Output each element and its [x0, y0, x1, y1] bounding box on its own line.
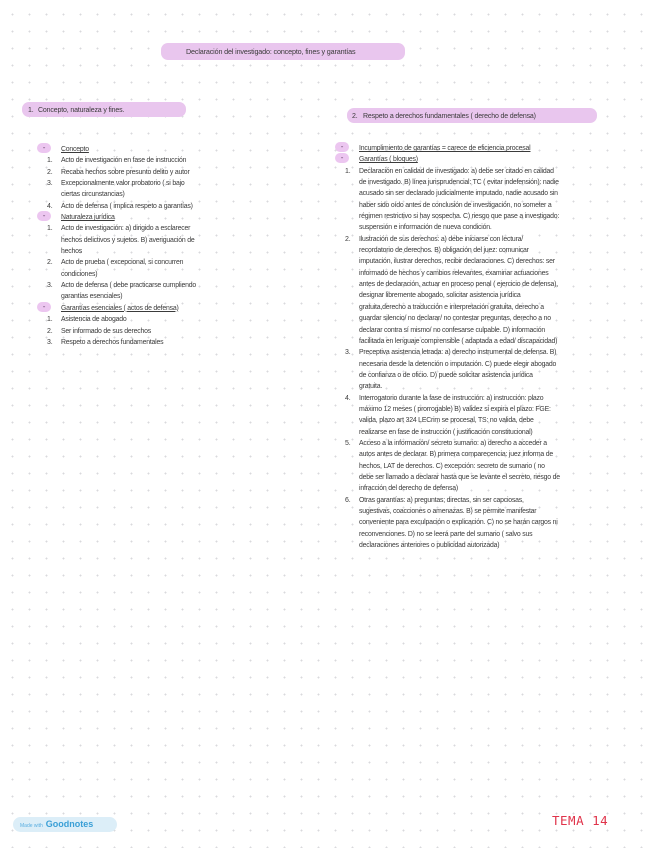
item-number: 3. [345, 349, 351, 357]
item-text: antes de declaración, actuar en proceso penal ( ejercicio de defensa), [359, 281, 558, 289]
continuation-line [359, 359, 560, 370]
item-number: 1. [47, 316, 53, 324]
numbered-item [47, 280, 197, 291]
item-text: gratuita. [359, 383, 383, 391]
continuation-line [359, 483, 560, 494]
continuation-line [359, 302, 560, 313]
numbered-item [47, 178, 196, 189]
item-text: Acto de defensa ( debe practicarse cumpliendo [61, 282, 197, 290]
item-number: 4. [47, 202, 53, 210]
continuation-line [359, 449, 560, 460]
item-text: designar libremente abogado, solicitar asistencia jurídica [359, 292, 521, 300]
item-text: imputación, ilustrar derechos, recibir declaraciones. C) derechos: ser [359, 258, 555, 266]
item-number: 2. [345, 235, 351, 243]
item-number: 2. [47, 168, 53, 176]
numbered-item [345, 347, 560, 358]
continuation-line [359, 211, 560, 222]
bullet-text: Naturaleza jurídica [61, 214, 115, 222]
continuation-line [359, 336, 560, 347]
item-text: realizarse en fase de instrucción ( justificación constitucional) [359, 428, 533, 436]
continuation-line [359, 381, 560, 392]
continuation-line [359, 370, 560, 381]
item-number: 3. [47, 282, 53, 290]
continuation-line [359, 461, 560, 472]
continuation-line [359, 245, 560, 256]
item-text: Acto de defensa ( implica respeto a garantías) [61, 202, 193, 210]
goodnotes-logo [13, 817, 117, 832]
continuation-line [359, 200, 560, 211]
item-text: hechos [61, 248, 83, 256]
continuation-line [359, 325, 560, 336]
item-text: Declaración en calidad de investigado: a) debe ser citado en calidad [359, 167, 554, 175]
bullet-text: Garantías esenciales ( actos de defensa) [61, 304, 179, 312]
logo-small-text: Made with [20, 823, 43, 829]
numbered-item [345, 495, 560, 506]
numbered-item [47, 337, 196, 348]
numbered-item [47, 223, 196, 234]
continuation-line [61, 291, 196, 302]
item-text: hechos, LAT de derechos. C) excepción: secreto de sumario ( no [359, 462, 545, 470]
bullet-item [42, 301, 196, 314]
page-title: Declaración del investigado: concepto, fines y garantías [186, 47, 356, 56]
item-text: Acto de prueba ( excepcional, si concurren [61, 259, 184, 267]
right-heading: Respeto a derechos fundamentales ( derecho de defensa) [363, 113, 536, 120]
item-text: guardar silencio/ no declarar/ no contestar preguntas, derecho a no [359, 315, 551, 323]
item-number: 1. [47, 157, 53, 165]
numbered-item [345, 438, 560, 449]
bullet-item [42, 143, 196, 155]
item-text: recordatorio de derechos. B) obligación del juez: comunicar [359, 247, 529, 255]
numbered-item [345, 166, 560, 177]
numbered-item [47, 155, 196, 166]
item-number: 5. [345, 439, 351, 447]
item-text: Otras garantías: a) preguntas; directas, sin ser capciosas, [359, 496, 524, 504]
continuation-line [359, 506, 560, 517]
bullet-marker: - [335, 153, 349, 163]
item-text: Preceptiva asistencia letrada: a) derecho instrumental de defensa. B) [359, 349, 557, 357]
continuation-line [359, 222, 560, 233]
bullet-marker: - [37, 302, 51, 312]
item-number: 3. [47, 338, 53, 346]
item-text: necesaria desde la detención o imputación. C) puede elegir abogado [359, 360, 557, 368]
bullet-text: Garantías ( bloques) [359, 156, 418, 164]
item-text: conveniente para exculpación o explicación. C) no se harán cargos ni [359, 519, 558, 527]
item-text: haber sido oído antes de conclusión de investigación, no someter a [359, 201, 552, 209]
bullet-marker: - [335, 142, 349, 152]
continuation-line [359, 472, 560, 483]
item-text: suspensión e información de nueva condición. [359, 224, 492, 232]
continuation-line [61, 235, 196, 246]
item-text: sugestivas, coacciones o amenazas. B) se permite manifestar [359, 508, 537, 515]
continuation-line [61, 269, 196, 280]
item-text: valida, plazo art 324 LECrim se procesal, TS: no valida, debe [359, 417, 534, 425]
continuation-line [61, 189, 196, 200]
item-number: 4. [345, 394, 351, 402]
item-text: Interrogatorio durante la fase de instrucción: a) instrucción: plazo [359, 394, 544, 402]
continuation-line [359, 177, 560, 188]
item-text: Acceso a la información/ secreto sumario: a) derecho a acceder a [359, 439, 547, 447]
numbered-item [47, 326, 196, 337]
continuation-line [61, 246, 196, 257]
item-text: máximo 12 meses ( prorrogable) B) validez si expira el plazo: FGE: [359, 405, 551, 413]
item-number: 1. [47, 225, 53, 233]
item-text: Excepcionalmente valor probatorio ( si bajo [61, 180, 185, 188]
item-number: 6. [345, 496, 351, 504]
item-text: Ser informado de sus derechos [61, 327, 151, 335]
item-text: informado de hechos y cambios relevantes, examinar actuaciones [359, 269, 549, 277]
numbered-item [47, 314, 196, 325]
continuation-line [359, 290, 560, 301]
continuation-line [359, 415, 560, 426]
item-text: de confianza o de oficio. D) puede solicitar asistencia jurídica [359, 371, 533, 379]
tema-label: TEMA 14 [552, 813, 609, 828]
bullet-item [340, 153, 560, 165]
item-text: Asistencia de abogado [61, 316, 127, 324]
left-column [42, 143, 197, 348]
item-text: debe ser llamado a declarar hasta que se levante el secreto, riesgo de [359, 473, 560, 481]
item-text: ciertas circunstancias) [61, 191, 125, 199]
continuation-line [359, 279, 560, 290]
bullet-item [42, 211, 196, 223]
item-text: Recaba hechos sobre presunto delito y autor [61, 168, 190, 176]
item-number: 3. [47, 180, 53, 188]
item-text: de investigado. B) línea jurisprudencial: TC ( evitar indefensión): nadie [359, 179, 559, 187]
right-column [340, 142, 560, 551]
item-number: 2. [47, 259, 53, 267]
continuation-line [359, 188, 560, 199]
bullet-item [340, 142, 560, 154]
item-number: 2. [47, 327, 53, 335]
continuation-line [359, 517, 560, 528]
bullet-marker: - [37, 211, 51, 221]
item-text: Acto de investigación: a) dirigido a esclarecer [61, 225, 191, 233]
item-text: hechos delictivos y sujetos. B) averiguación de [61, 236, 195, 244]
numbered-item [47, 167, 196, 178]
bullet-text: Concepto [61, 146, 89, 153]
continuation-line [359, 529, 560, 540]
item-text: facilitada en lenguaje comprensible ( adaptada a edad/ discapacidad) [359, 337, 558, 345]
item-text: Ilustración de sus derechos: a) debe iniciarse con lectura/ [359, 235, 524, 243]
item-text: garantías esenciales) [61, 293, 123, 301]
bullet-text: Incumplimiento de garantías = carece de eficiencia procesal [359, 145, 531, 152]
item-text: Respeto a derechos fundamentales [61, 338, 164, 346]
item-text: régimen restrictivo si hay sospecha. C) riesgo que pase a investigado: [359, 213, 560, 221]
item-text: declaraciones anteriores o publicidad autorizada) [359, 542, 500, 550]
left-heading: Concepto, naturaleza y fines. [38, 107, 125, 114]
continuation-line [359, 256, 560, 267]
item-text: reconvenciones. D) no se leerá parte del sumario ( salvo sus [359, 530, 533, 538]
item-text: autos antes de declarar. B) primera comparecencia: juez informa de [359, 451, 554, 459]
item-text: Acto de investigación en fase de instrucción [61, 157, 187, 165]
continuation-line [359, 268, 560, 279]
item-text: acusado sin ser declarado judicialmente imputado, nadie acusado sin [359, 190, 558, 198]
right-heading-number: 2. [352, 113, 358, 120]
continuation-line [359, 404, 560, 415]
continuation-line [359, 427, 560, 438]
item-number: 1. [345, 167, 351, 175]
item-text: condiciones) [61, 270, 98, 278]
continuation-line [359, 313, 560, 324]
numbered-item [47, 201, 196, 212]
item-text: infracción del derecho de defensa) [359, 485, 458, 493]
bullet-marker: - [37, 143, 51, 153]
numbered-item [47, 257, 196, 268]
left-heading-number: 1. [28, 107, 34, 114]
continuation-line [359, 540, 560, 551]
numbered-item [345, 393, 560, 404]
logo-big-text: Goodnotes [45, 819, 94, 829]
numbered-item [345, 234, 560, 245]
item-text: declarar contra sí mismo/ no confesarse culpable. D) información [359, 326, 545, 334]
item-text: gratuita,derecho a traducción e interpretación gratuita, derecho a [359, 303, 544, 311]
